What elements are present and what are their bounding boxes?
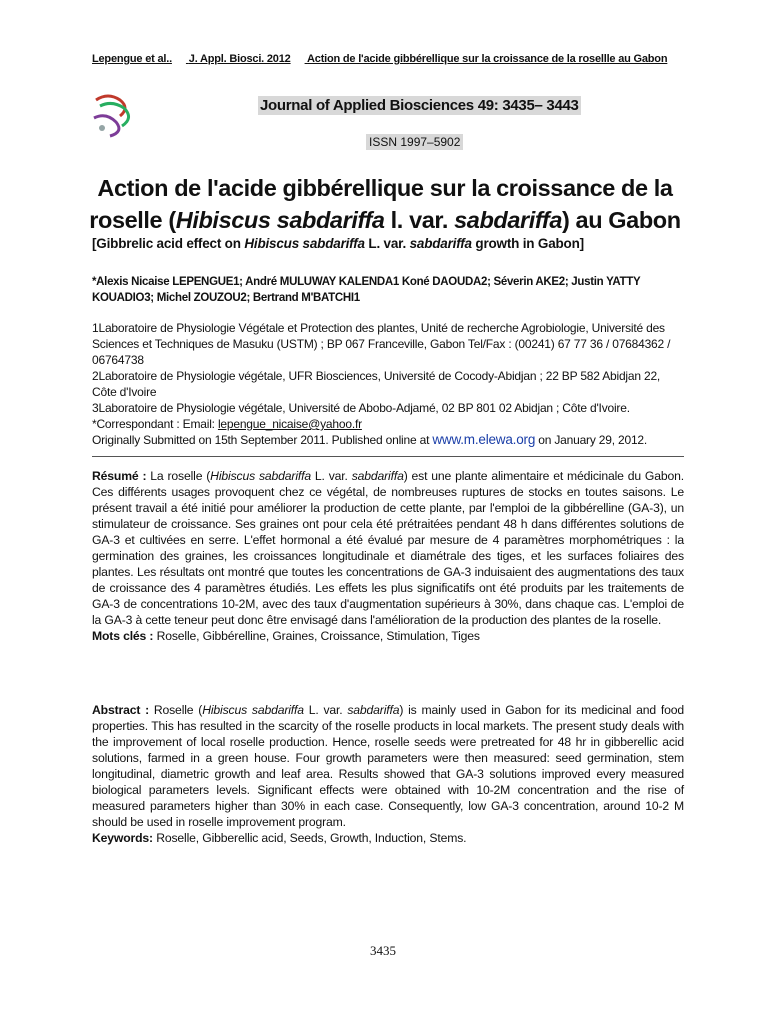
issn: ISSN 1997–5902 bbox=[366, 134, 463, 150]
running-head bbox=[92, 53, 668, 65]
journal-logo-icon bbox=[90, 90, 140, 140]
website-link[interactable]: www.m.elewa.org bbox=[432, 432, 536, 447]
running-head-authors: Lepengue et al.. bbox=[92, 53, 172, 65]
affiliations bbox=[92, 320, 682, 448]
journal-citation: Journal of Applied Biosciences 49: 3435– 3443 bbox=[260, 97, 579, 114]
running-head-journal: J. Appl. Biosci. 2012 bbox=[188, 53, 291, 65]
submission-info: Originally Submitted on 15th September 2011. Published online at www.m.elewa.org on January 29, 2012. bbox=[92, 432, 648, 447]
mots-cles: Mots clés : Roselle, Gibbérelline, Graines, Croissance, Stimulation, Tiges bbox=[92, 629, 480, 643]
affiliation-1: 1Laboratoire de Physiologie Végétale et Protection des plantes, Unité de recherche Agrobiologie, Université des Sciences et Techniques de Masuku (USTM) ; BP 067 Franceville, Gabon Tel/Fax : (00241) 67 77 36 / 07684362 / 06764738 bbox=[92, 321, 671, 367]
author-list: *Alexis Nicaise LEPENGUE1; André MULUWAY KALENDA1 Koné DAOUDA2; Séverin AKE2; Justin YATTY KOUADIO3; Michel ZOUZOU2; Bertrand M'BATCHI1 bbox=[92, 276, 641, 304]
abstract-section bbox=[92, 702, 684, 846]
running-head-title: Action de l'acide gibbérellique sur la croissance de la rosellle au Gabon bbox=[307, 53, 668, 65]
section-divider bbox=[92, 456, 684, 457]
correspondence: *Correspondant : Email: lepengue_nicaise@yahoo.fr bbox=[92, 417, 362, 431]
paper-subtitle: [Gibbrelic acid effect on Hibiscus sabdariffa L. var. sabdariffa growth in Gabon] bbox=[92, 236, 584, 251]
affiliation-2: 2Laboratoire de Physiologie végétale, UFR Biosciences, Université de Cocody-Abidjan ; 22 BP 582 Abidjan 22, Côte d'Ivoire bbox=[92, 369, 661, 399]
paper-title: Action de l'acide gibbérellique sur la croissance de la roselle (Hibiscus sabdariffa l. var. sabdariffa) au Gabon bbox=[89, 175, 681, 233]
affiliation-3: 3Laboratoire de Physiologie végétale, Université de Abobo-Adjamé, 02 BP 801 02 Abidjan ; Côte d'Ivoire. bbox=[92, 401, 630, 415]
resume-text: Résumé : La roselle (Hibiscus sabdariffa L. var. sabdariffa) est une plante alimentaire et médicinale du Gabon. Ces différents usages provoquent chez ce végétal, de nombreuses ruptures de stocks en toutes saisons. Le présent travail a été initié pour améliorer la production de cette plante, par l'emploi de la gibbérelline (GA-3), un stimulateur de croissance. Ses graines ont pour cela été prétraitées pendant 48 h dans différentes solutions de GA-3 et cultivées en serre. L'effet hormonal a été évalué par mesure de 4 paramètres morphométriques : la germination des graines, les croissances longitudinale et diamétrale des tiges, et les surfaces foliaires des plantes. Les résultats ont montré que toutes les concentrations de GA-3 induisaient des augmentations des taux de croissance des 4 paramètres étudiés. Les effets les plus significatifs ont été produits par les traitements de GA-3 de concentrations 10-2M, avec des taux d'augmentation supérieurs à 30%, dans chaque cas. L'emploi de la GA-3 à cette teneur peut donc être envisagé dans l'amélioration de la production des plantes de la roselle. bbox=[92, 469, 684, 627]
keywords: Keywords: Roselle, Gibberellic acid, Seeds, Growth, Induction, Stems. bbox=[92, 831, 467, 845]
email-link[interactable]: lepengue_nicaise@yahoo.fr bbox=[217, 417, 362, 431]
abstract-text: Abstract : Roselle (Hibiscus sabdariffa L. var. sabdariffa) is mainly used in Gabon for its medicinal and food properties. This has resulted in the scarcity of the roselle products in local markets. The present study deals with the improvement of local roselle production. Hence, roselle seeds were pretreated for 48 hr in gibberellic acid solutions, farmed in a green house. Four growth parameters were then measured: seed germination, stem longitudinal, diametric growth and leaf area. Results showed that GA-3 solutions improved every measured biological parameters levels. Significant effects were obtained with 10-2M concentration and the rise of measured parameters higher than 30% in each case. Consequently, low GA-3 concentration, around 10-2 M should be used in roselle improvement program. bbox=[92, 703, 684, 829]
resume-section bbox=[92, 468, 684, 644]
page-number: 3435 bbox=[370, 943, 396, 958]
